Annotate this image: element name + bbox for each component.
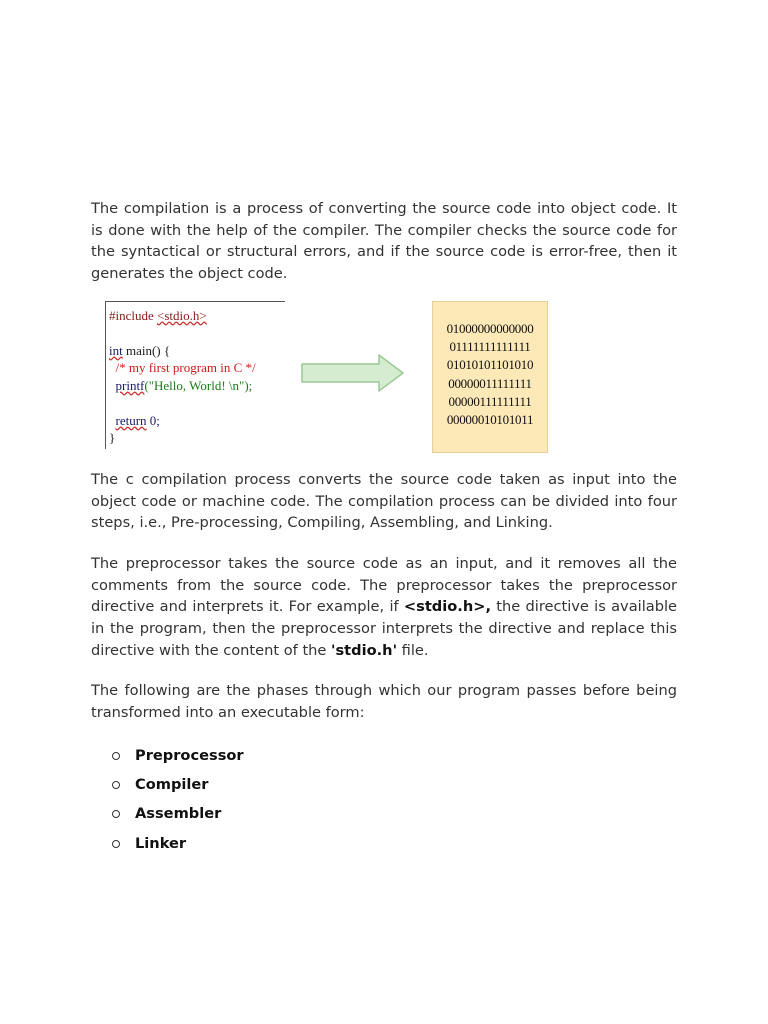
paragraph-phases-intro: The following are the phases through which our program passes before being transformed into an executable form: (91, 682, 677, 722)
paragraph-preprocessor (91, 553, 677, 662)
source-code-box (105, 301, 285, 449)
code-comment: /* my first program in C */ (109, 360, 256, 376)
list-item (91, 775, 677, 804)
code-include: #include (109, 307, 154, 323)
list-item (91, 804, 677, 833)
code-header: <stdio.h> (157, 307, 207, 323)
binary-row: 01010101101010 (446, 357, 534, 373)
phase-label: Compiler (135, 776, 209, 794)
text-run: file. (397, 641, 429, 659)
phase-label: Linker (135, 834, 187, 852)
code-printf-args: ("Hello, World! \n"); (144, 377, 253, 393)
code-main: main() { (122, 342, 171, 358)
code-return: return (115, 412, 147, 428)
list-item (91, 746, 677, 775)
phase-label: Assembler (135, 805, 222, 823)
bold-stdio-file: 'stdio.h' (331, 641, 398, 659)
binary-row: 01111111111111 (449, 339, 531, 355)
text-run: The preprocessor takes the source code as an input, and it removes all the comments from the source code. The preprocessor takes the preprocessor directive and interprets it. For example, if (91, 554, 677, 616)
paragraph-compilation-steps: The c compilation process converts the source code taken as input into the object code or machine code. The compilation process can be divided into four steps, i.e., Pre-processing, Compiling, Assembling, and Linking. (91, 470, 677, 532)
text-run: the directive is available in the program, then the preprocessor interprets the directive and replace this directive with the content of the (91, 598, 677, 659)
object-code-box (432, 301, 548, 453)
code-close-brace: } (109, 430, 116, 446)
phase-label: Preprocessor (135, 746, 244, 764)
list-item (91, 834, 677, 863)
binary-row: 00000010101011 (446, 412, 534, 428)
binary-row: 00000111111111 (448, 394, 532, 409)
circle-bullet-icon (112, 840, 120, 848)
code-int: int (109, 342, 123, 358)
binary-row: 00000011111111 (448, 375, 532, 391)
code-return-value: 0; (146, 412, 160, 428)
right-arrow-icon (301, 353, 405, 393)
bold-stdio-directive: <stdio.h>, (403, 598, 491, 616)
document-page (91, 198, 677, 863)
paragraph-compilation-intro: The compilation is a process of converting the source code into object code. It is done with the help of the compiler. The compiler checks the source code for the syntactical or structural errors, and if the source code is error-free, then it generates the object code. (91, 200, 677, 283)
code-printf: printf (115, 377, 145, 393)
phases-list (91, 746, 677, 863)
binary-row: 01000000000000 (446, 320, 534, 336)
circle-bullet-icon (112, 810, 120, 818)
circle-bullet-icon (112, 752, 120, 760)
circle-bullet-icon (112, 781, 120, 789)
compilation-figure (91, 301, 677, 453)
